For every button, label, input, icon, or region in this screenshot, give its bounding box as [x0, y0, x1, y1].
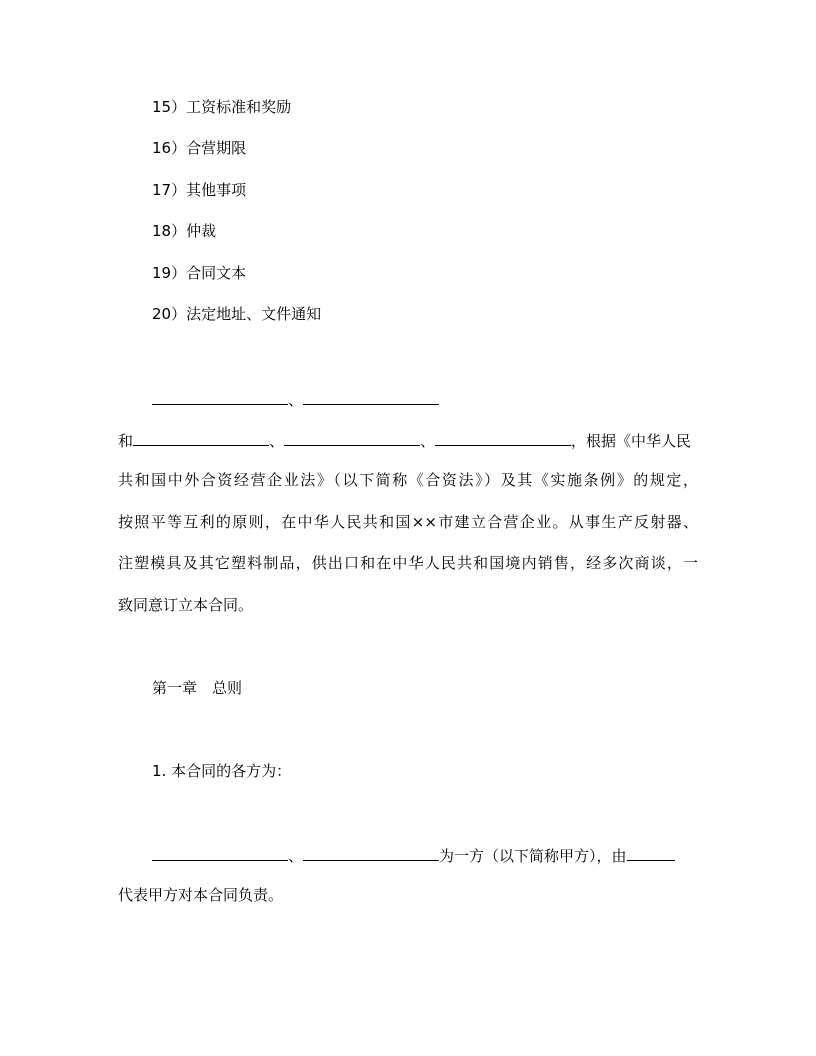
list-item: 17）其他事项 — [152, 180, 247, 199]
blank-field — [152, 386, 288, 405]
text-fragment: ，根据《中华人民 — [571, 432, 692, 450]
text-line: 注塑模具及其它塑料制品，供出口和在中华人民共和国境内销售，经多次商谈，一 — [118, 554, 698, 573]
separator: 、 — [269, 432, 285, 450]
paragraph-line — [118, 427, 698, 468]
list-item: 16）合营期限 — [152, 139, 247, 158]
blank-field — [303, 386, 439, 405]
party-a-line — [152, 842, 675, 868]
paragraph-line — [118, 468, 698, 509]
text-fragment: 为一方（以下简称甲方），由 — [439, 847, 627, 865]
blank-field — [152, 842, 288, 861]
text-line: 按照平等互利的原则，在中华人民共和国××市建立合营企业。从事生产反射器、 — [118, 512, 698, 531]
paragraph-line — [118, 551, 698, 592]
text-and: 和 — [118, 432, 134, 450]
parties-blank-line — [152, 386, 439, 412]
text-line: 致同意订立本合同。 — [118, 595, 254, 614]
preamble-paragraph — [118, 427, 698, 634]
paragraph-line — [118, 593, 698, 634]
blank-field — [303, 842, 439, 861]
party-a-line-2: 代表甲方对本合同负责。 — [118, 886, 284, 904]
separator: 、 — [288, 391, 304, 409]
chapter-title: 第一章 总则 — [152, 679, 243, 697]
blank-field — [435, 427, 571, 446]
text-line: 共和国中外合资经营企业法》（以下简称《合资法》）及其《实施条例》的规定， — [118, 471, 698, 490]
contract-contents-list — [152, 95, 321, 343]
blank-field — [133, 427, 269, 446]
paragraph-line — [118, 510, 698, 551]
blank-field — [284, 427, 420, 446]
clause-heading: 1. 本合同的各方为： — [152, 762, 292, 780]
separator: 、 — [288, 847, 304, 865]
separator: 、 — [420, 432, 436, 450]
list-item: 20）法定地址、文件通知 — [152, 304, 322, 323]
list-item: 18）仲裁 — [152, 222, 217, 241]
list-item: 19）合同文本 — [152, 263, 247, 282]
blank-field — [627, 842, 675, 861]
list-item: 15）工资标准和奖励 — [152, 98, 292, 116]
